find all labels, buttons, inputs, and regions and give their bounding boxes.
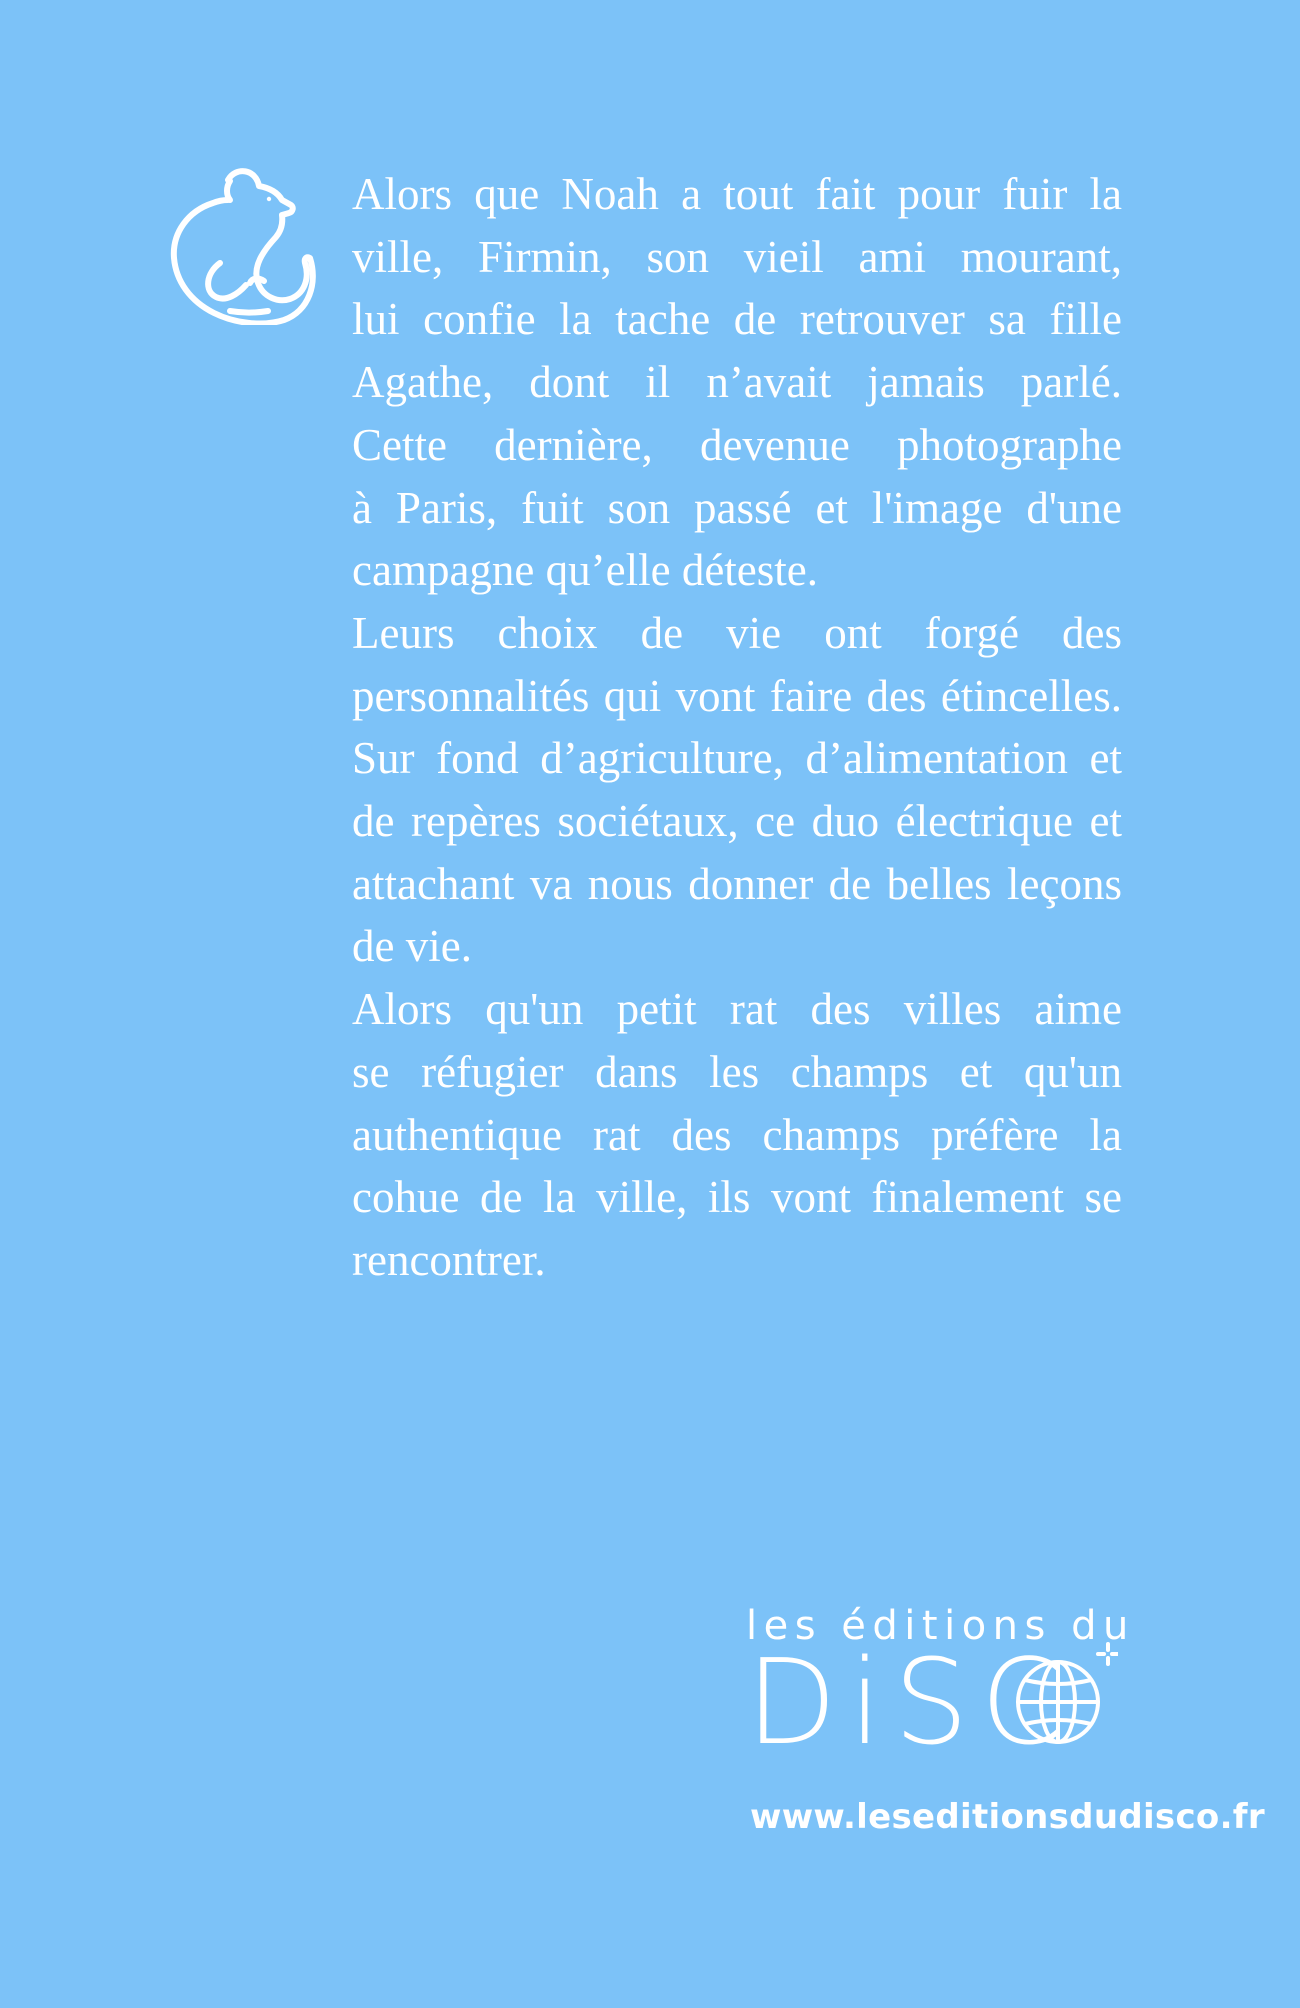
blurb-line: Agathe, dont il n’avait jamais parlé. <box>352 357 1122 408</box>
blurb-line: à Paris, fuit son passé et l'image d'une <box>352 482 1122 533</box>
publisher-name: DiSC <box>746 1633 1075 1771</box>
blurb-line: authentique rat des champs préfère la <box>352 1109 1122 1160</box>
publisher-tagline: les éditions du <box>746 1603 1135 1649</box>
blurb-line: cohue de la ville, ils vont finalement se <box>352 1172 1122 1223</box>
publisher-website: www.leseditionsdudisco.fr <box>750 1797 1265 1837</box>
blurb-line: rencontrer. <box>352 1234 546 1285</box>
blurb-paragraph-1 <box>352 163 1122 602</box>
blurb-paragraph-3 <box>352 978 1122 1292</box>
publisher-logo <box>746 1602 1146 1771</box>
blurb-line: se réfugier dans les champs et qu'un <box>352 1046 1122 1097</box>
blurb-line: attachant va nous donner de belles leçons <box>352 858 1122 909</box>
blurb-line: Sur fond d’agriculture, d’alimentation et <box>352 733 1122 784</box>
mouse-icon <box>168 163 316 325</box>
blurb-line: de repères sociétaux, ce duo électrique et <box>352 796 1122 847</box>
blurb-line: Cette dernière, devenue photographe <box>352 419 1122 470</box>
blurb-line: lui confie la tache de retrouver sa fille <box>352 294 1122 345</box>
globe-icon <box>1014 1642 1118 1746</box>
blurb-line: Leurs choix de vie ont forgé des <box>352 607 1122 658</box>
blurb-line: ville, Firmin, son vieil ami mourant, <box>352 231 1122 282</box>
book-blurb <box>352 163 1122 1292</box>
blurb-line: de vie. <box>352 921 472 972</box>
blurb-line: personnalités qui vont faire des étincelles. <box>352 670 1122 721</box>
blurb-line: Alors que Noah a tout fait pour fuir la <box>352 169 1122 219</box>
blurb-line: Alors qu'un petit rat des villes aime <box>352 984 1122 1035</box>
blurb-paragraph-2 <box>352 602 1122 978</box>
blurb-line: campagne qu’elle déteste. <box>352 545 819 596</box>
